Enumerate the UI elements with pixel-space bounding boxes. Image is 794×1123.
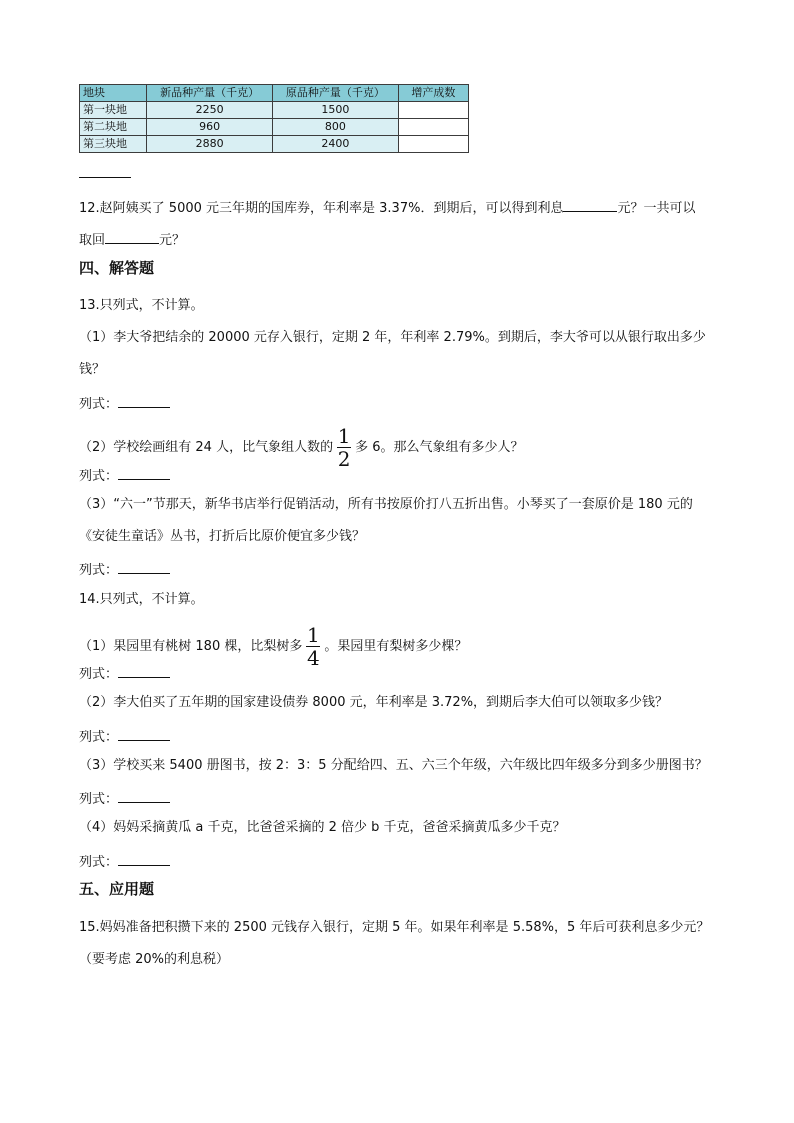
table-cell-empty: [398, 119, 468, 136]
q12-text: 元？一共可以: [617, 201, 696, 216]
q12-text: 12.赵阿姨买了 5000 元三年期的国库券，年利率是 3.37%．到期后，可以得到利息: [79, 201, 564, 216]
answer-blank: [118, 663, 170, 678]
fraction-numerator: 1: [306, 623, 320, 647]
answer-blank: [118, 559, 170, 574]
fraction-denominator: 2: [337, 447, 351, 471]
formula-label: 列式：: [79, 469, 119, 484]
table-cell: 2250: [147, 102, 273, 119]
formula-label: 列式：: [79, 397, 119, 412]
table-cell: 第三块地: [80, 136, 147, 153]
formula-line: [79, 393, 170, 414]
q12-line1: [79, 197, 695, 218]
q13-part1: （1）李大爷把结余的 20000 元存入银行，定期 2 年，年利率 2.79%。到期后，李大爷可以从银行取出多少: [79, 330, 706, 345]
formula-label: 列式：: [79, 730, 119, 745]
table-cell: 第一块地: [80, 102, 147, 119]
fraction-one-half: [337, 426, 351, 469]
answer-blank: [118, 726, 170, 741]
table-cell: 800: [273, 119, 399, 136]
answer-blank: [105, 229, 159, 244]
formula-line: [79, 726, 170, 747]
table-row: [80, 102, 469, 119]
q14-part2: （2）李大伯买了五年期的国家建设债券 8000 元，年利率是 3.72%，到期后李大伯可以领取多少钱？: [79, 695, 669, 710]
q14-part1: [79, 625, 467, 668]
table-cell-empty: [398, 102, 468, 119]
answer-blank: [118, 851, 170, 866]
fraction-numerator: 1: [337, 424, 351, 448]
q13-part2: [79, 426, 523, 469]
header-cell: 地块: [80, 85, 147, 102]
formula-line: [79, 851, 170, 872]
table-header-row: [80, 85, 469, 102]
answer-blank: [79, 177, 131, 178]
formula-label: 列式：: [79, 563, 119, 578]
q12-text: 取回: [79, 233, 106, 248]
q14-part4: （4）妈妈采摘黄瓜 a 千克，比爸爸采摘的 2 倍少 b 千克，爸爸采摘黄瓜多少千克？: [79, 820, 566, 835]
question-text: 。果园里有梨树多少棵？: [324, 639, 468, 654]
header-cell: 增产成数: [398, 85, 468, 102]
table-row: [80, 136, 469, 153]
formula-line: [79, 788, 170, 809]
question-text: （1）果园里有桃树 180 棵，比梨树多: [79, 639, 303, 654]
section-heading: 四、解答题: [79, 259, 155, 277]
q13-title: 13.只列式，不计算。: [79, 298, 204, 313]
q12-text: 元？: [159, 233, 186, 248]
answer-blank: [118, 393, 170, 408]
formula-label: 列式：: [79, 792, 119, 807]
table-cell: 960: [147, 119, 273, 136]
answer-blank: [118, 465, 170, 480]
q15-line2: （要考虑 20%的利息税）: [79, 952, 230, 967]
answer-blank: [118, 788, 170, 803]
table-cell: 2880: [147, 136, 273, 153]
fraction-one-quarter: [306, 625, 320, 668]
q13-part1-cont: 钱？: [79, 362, 106, 377]
q13-part3: （3）“六一”节那天，新华书店举行促销活动，所有书按原价打八五折出售。小琴买了一套原价是 180 元的: [79, 497, 693, 512]
formula-line: [79, 559, 170, 580]
question-text: 多 6。那么气象组有多少人？: [355, 440, 524, 455]
answer-blank: [563, 197, 617, 212]
table-cell: 第二块地: [80, 119, 147, 136]
formula-label: 列式：: [79, 667, 119, 682]
yield-table: [79, 84, 469, 153]
section-heading: 五、应用题: [79, 880, 155, 898]
table-cell: 2400: [273, 136, 399, 153]
q12-line2: [79, 229, 185, 250]
header-cell: 新品种产量（千克）: [147, 85, 273, 102]
formula-label: 列式：: [79, 855, 119, 870]
table-cell: 1500: [273, 102, 399, 119]
table-cell-empty: [398, 136, 468, 153]
q13-part3-cont: 《安徒生童话》丛书，打折后比原价便宜多少钱？: [79, 529, 366, 544]
formula-line: [79, 663, 170, 684]
formula-line: [79, 465, 170, 486]
q15-line1: 15.妈妈准备把积攒下来的 2500 元钱存入银行，定期 5 年。如果年利率是 5.58%，5 年后可获利息多少元？: [79, 920, 710, 935]
fraction-denominator: 4: [306, 646, 320, 670]
table-row: [80, 119, 469, 136]
q14-part3: （3）学校买来 5400 册图书，按 2：3：5 分配给四、五、六三个年级，六年级比四年级多分到多少册图书？: [79, 758, 708, 773]
question-text: （2）学校绘画组有 24 人，比气象组人数的: [79, 440, 334, 455]
q14-title: 14.只列式，不计算。: [79, 592, 204, 607]
header-cell: 原品种产量（千克）: [273, 85, 399, 102]
